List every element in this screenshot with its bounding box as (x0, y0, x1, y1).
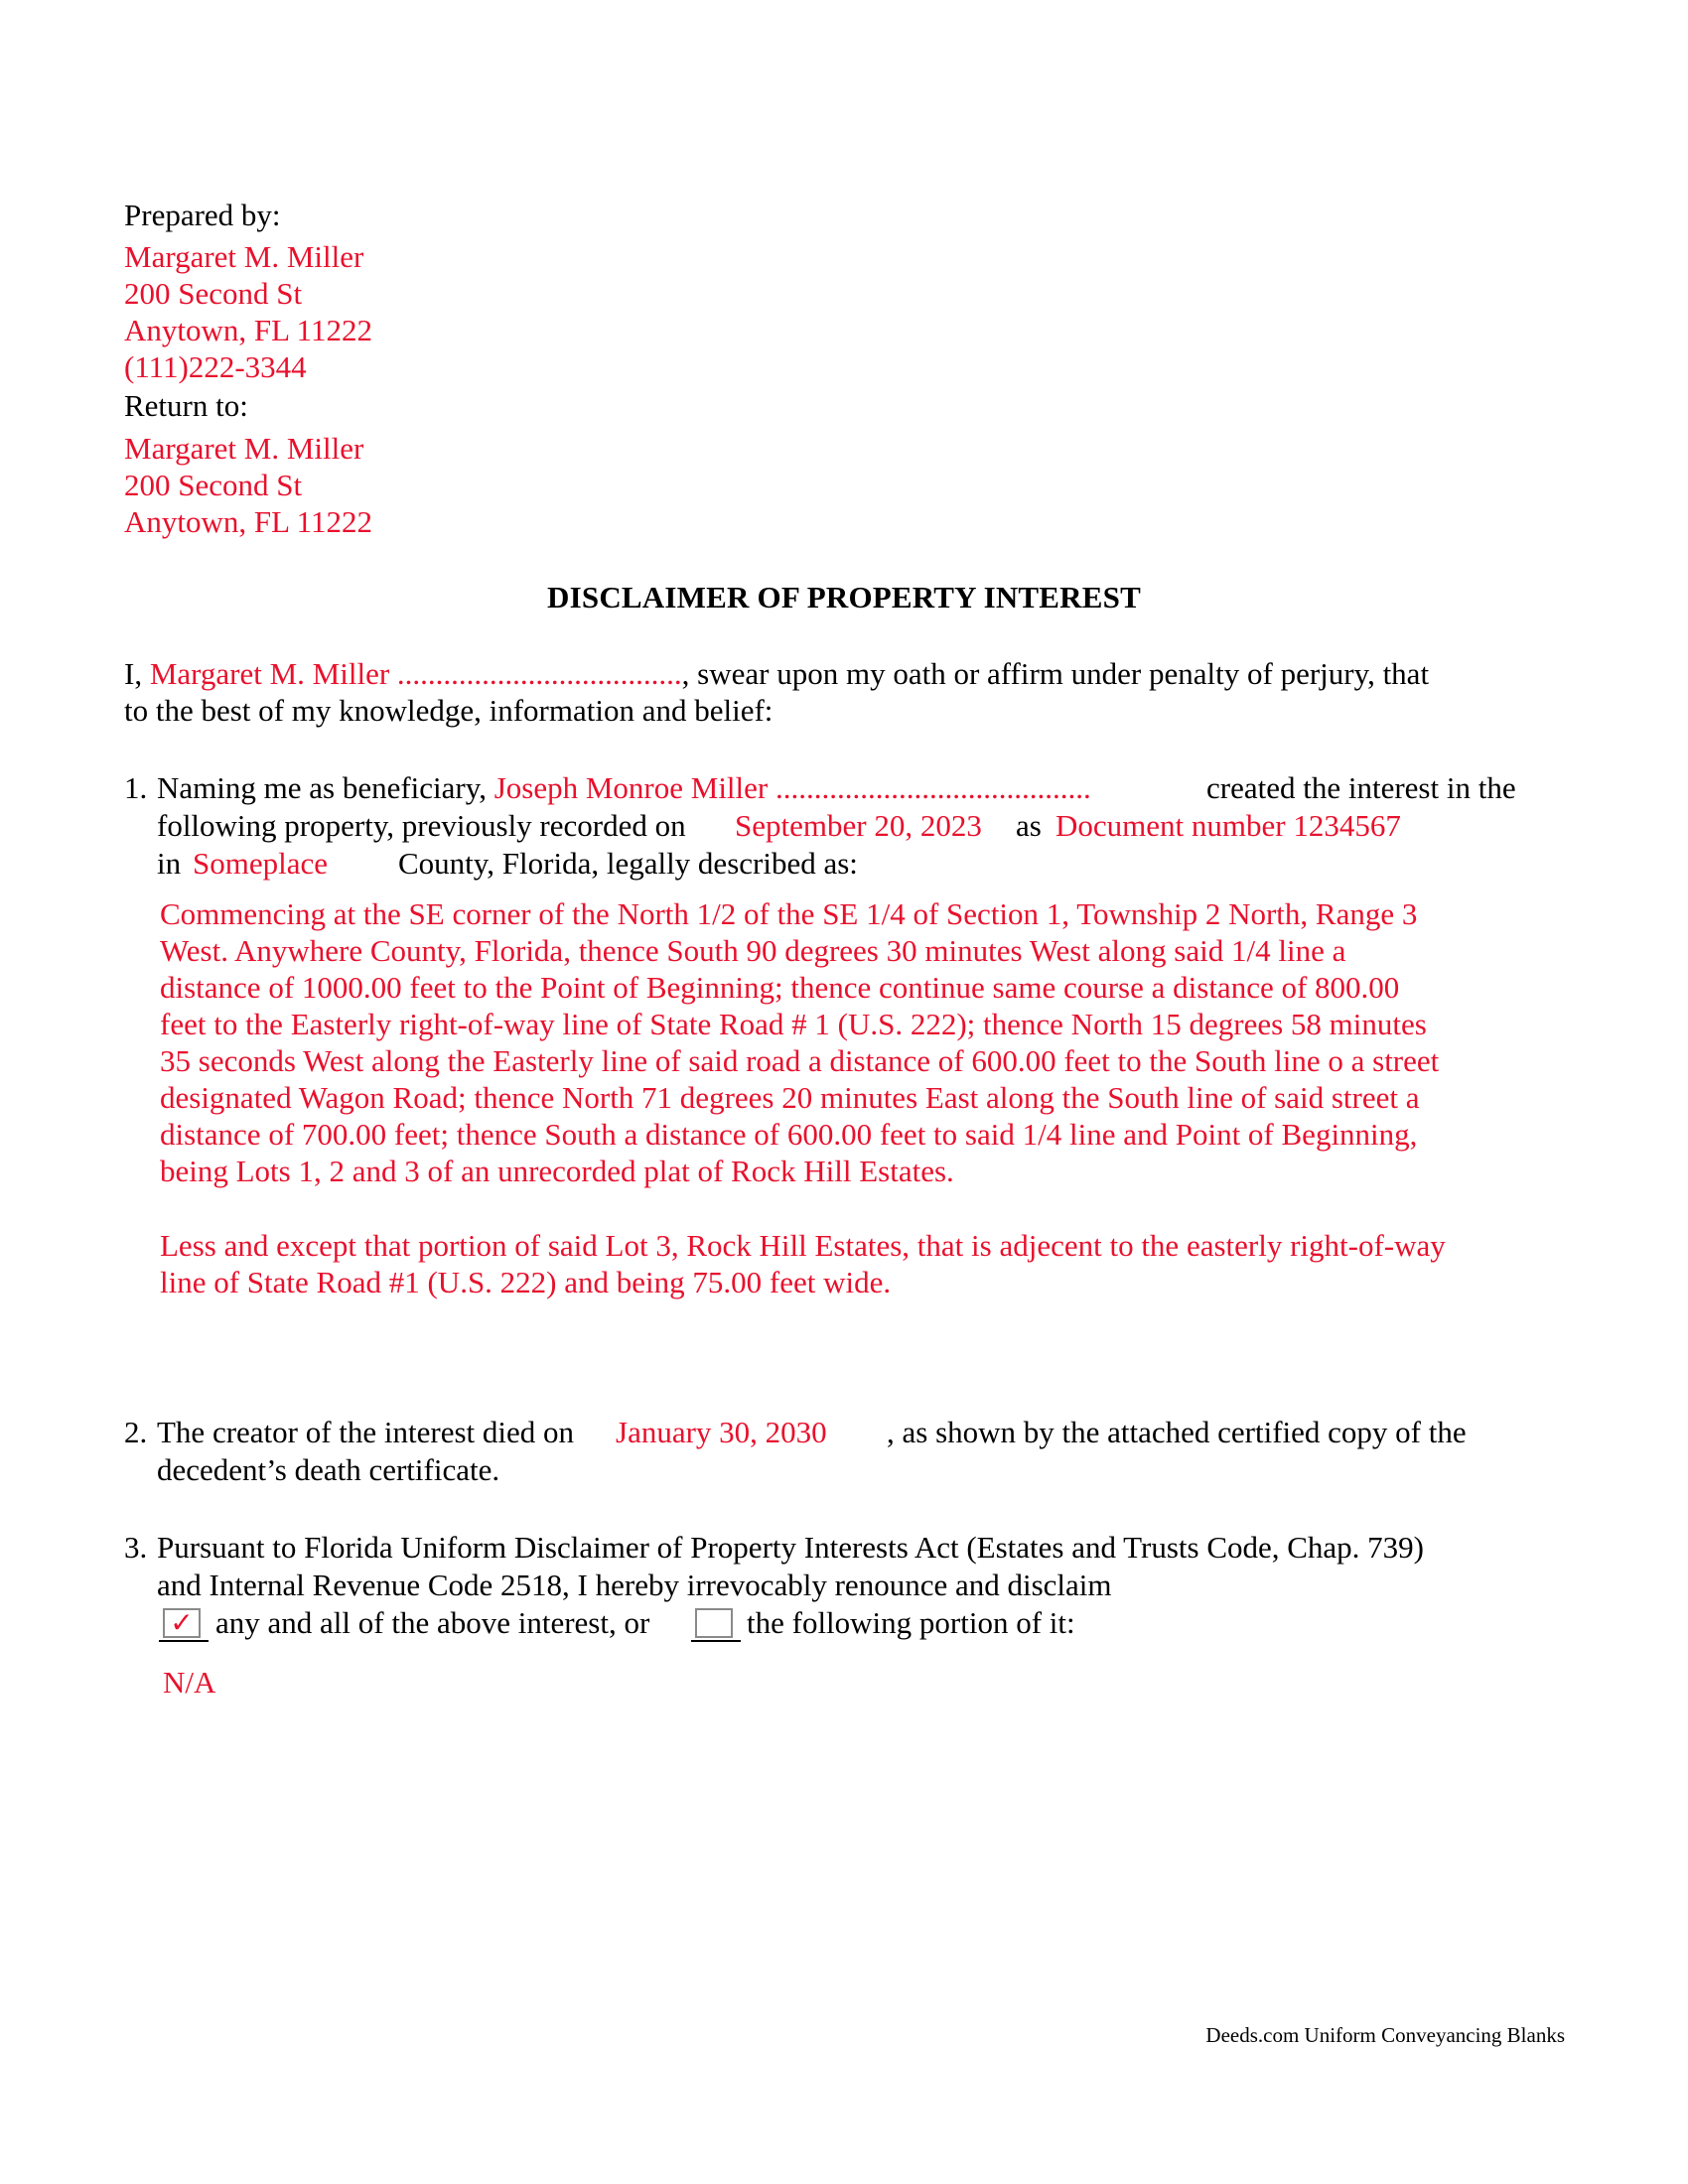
portion-value: N/A (163, 1665, 216, 1700)
recorded-date: September 20, 2023 (735, 808, 982, 843)
item2-number: 2. (124, 1415, 148, 1449)
item1-line3-prefix: in (157, 846, 182, 881)
legal-line: 35 seconds West along the Easterly line of said road a distance of 600.00 feet to the South line o a street (160, 1043, 1440, 1078)
item1-line1-suffix: created the interest in the (1206, 770, 1516, 805)
beneficiary-dots: ......................................... (775, 770, 1091, 805)
declarant-dots: ..................................... (396, 656, 682, 691)
document-reference: Document number 1234567 (1055, 808, 1401, 843)
item1-number: 1. (124, 770, 148, 805)
intro-rest: , swear upon my oath or affirm under penalty of perjury, that (681, 656, 1430, 691)
intro-prefix: I, (124, 656, 143, 691)
declarant-name: Margaret M. Miller (149, 656, 390, 691)
exception-line: line of State Road #1 (U.S. 222) and being 75.00 feet wide. (160, 1265, 892, 1299)
prepared-by-street: 200 Second St (124, 276, 303, 311)
beneficiary-name: Joseph Monroe Miller (493, 770, 769, 805)
exception-line: Less and except that portion of said Lot 3, Rock Hill Estates, that is adjecent to the easterly right-of-way (160, 1228, 1446, 1263)
item1-line1-prefix: Naming me as beneficiary, (157, 770, 487, 805)
footer-text: Deeds.com Uniform Conveyancing Blanks (1205, 2023, 1565, 2047)
item2-line-2: decedent’s death certificate. (157, 1452, 500, 1487)
legal-line: designated Wagon Road; thence North 71 degrees 20 minutes East along the South line of said street a (160, 1080, 1420, 1115)
disclaim-all-checkbox[interactable] (163, 1608, 201, 1638)
legal-line: Commencing at the SE corner of the North 1/2 of the SE 1/4 of Section 1, Township 2 North, Range 3 (160, 896, 1418, 931)
return-to-street: 200 Second St (124, 468, 303, 502)
death-date: January 30, 2030 (616, 1415, 827, 1449)
prepared-by-phone: (111)222-3344 (124, 349, 307, 384)
item2-suffix: , as shown by the attached certified copy of the (887, 1415, 1467, 1449)
disclaim-portion-checkbox[interactable] (695, 1608, 733, 1638)
legal-line: distance of 700.00 feet; thence South a distance of 600.00 feet to said 1/4 line and Point of Beginning, (160, 1117, 1418, 1152)
option-all-label: any and all of the above interest, or (215, 1605, 650, 1640)
option-portion-label: the following portion of it: (747, 1605, 1075, 1640)
return-to-city: Anytown, FL 11222 (124, 504, 373, 539)
item2-prefix: The creator of the interest died on (157, 1415, 575, 1449)
county-name: Someplace (193, 846, 329, 881)
return-to-label: Return to: (124, 388, 248, 423)
legal-line: being Lots 1, 2 and 3 of an unrecorded plat of Rock Hill Estates. (160, 1154, 954, 1188)
return-to-name: Margaret M. Miller (124, 431, 364, 466)
prepared-by-city: Anytown, FL 11222 (124, 313, 373, 347)
legal-line: West. Anywhere County, Florida, thence South 90 degrees 30 minutes West along said 1/4 line a (160, 933, 1346, 968)
item3-line-2: and Internal Revenue Code 2518, I hereby irrevocably renounce and disclaim (157, 1568, 1112, 1602)
intro-line-1 (124, 655, 1429, 693)
intro-line-2: to the best of my knowledge, information and belief: (124, 693, 774, 728)
item3-line-1: Pursuant to Florida Uniform Disclaimer of Property Interests Act (Estates and Trusts Code, Chap. 739) (157, 1530, 1425, 1565)
checkmark-icon: ✓ (163, 1608, 201, 1638)
item1-line2-prefix: following property, previously recorded on (157, 808, 686, 843)
legal-line: feet to the Easterly right-of-way line of State Road # 1 (U.S. 222); thence North 15 degrees 58 minutes (160, 1007, 1427, 1041)
item1-line3-suffix: County, Florida, legally described as: (398, 846, 858, 881)
empty-checkbox-icon (695, 1608, 733, 1638)
document-title: DISCLAIMER OF PROPERTY INTEREST (547, 580, 1141, 614)
prepared-by-name: Margaret M. Miller (124, 239, 364, 274)
prepared-by-label: Prepared by: (124, 198, 281, 232)
item1-line-1 (157, 769, 1091, 807)
item3-number: 3. (124, 1530, 148, 1565)
as-label: as (1016, 808, 1042, 843)
legal-line: distance of 1000.00 feet to the Point of Beginning; thence continue same course a distance of 800.00 (160, 970, 1400, 1005)
